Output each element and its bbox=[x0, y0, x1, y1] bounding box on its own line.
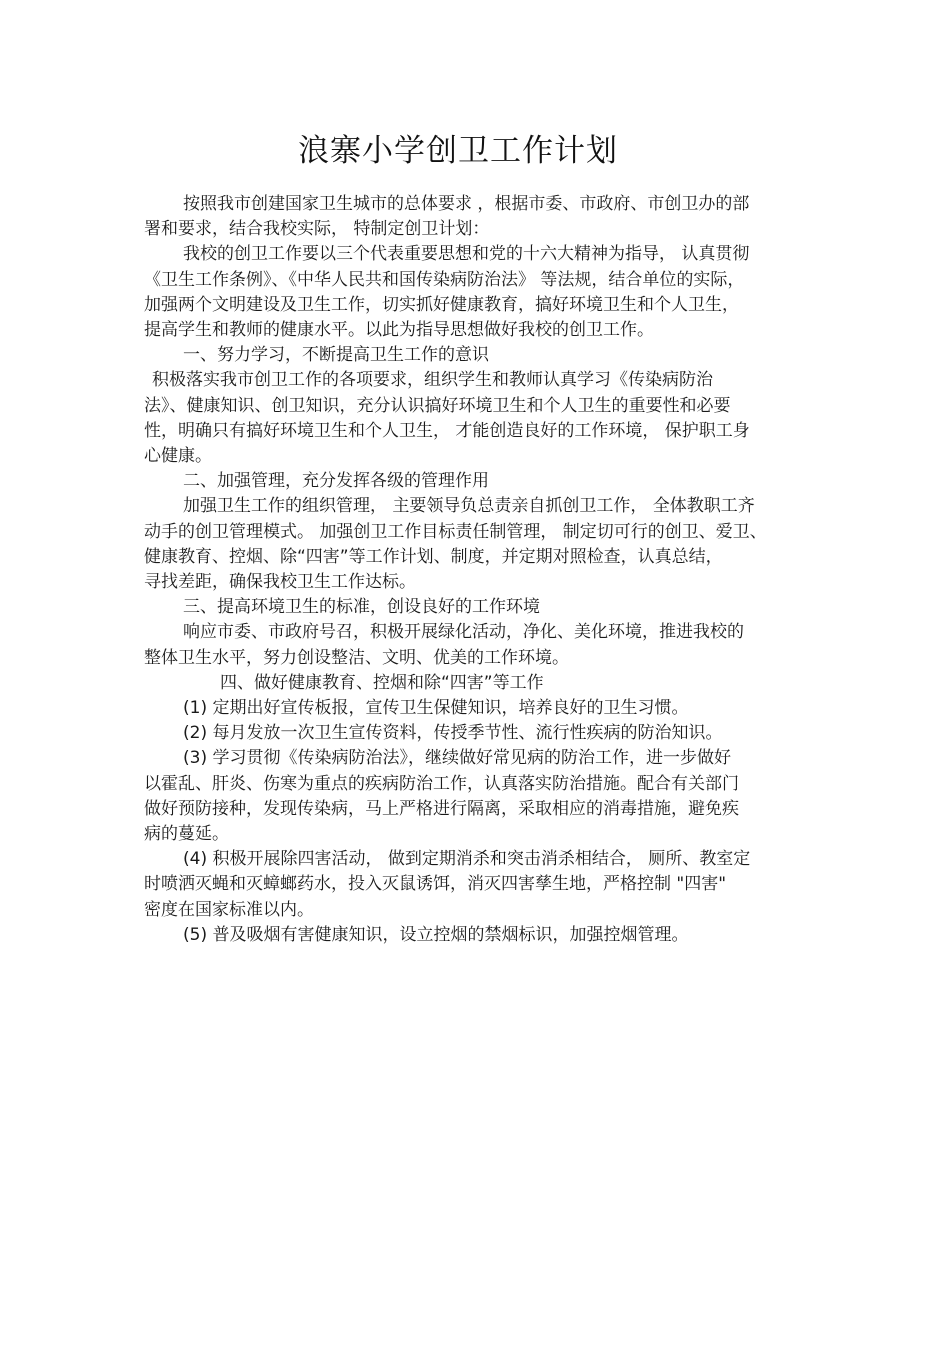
paragraph-line: 响应市委、市政府号召，积极开展绿化活动，净化、美化环境，推进我校的 bbox=[183, 622, 744, 642]
paragraph-line: (2) 每月发放一次卫生宣传资料，传授季节性、流行性疾病的防治知识。 bbox=[183, 723, 723, 743]
paragraph-line: 以霍乱、肝炎、伤寒为重点的疾病防治工作，认真落实防治措施。配合有关部门 bbox=[144, 774, 739, 794]
paragraph-line: 做好预防接种，发现传染病，马上严格进行隔离，采取相应的消毒措施，避免疾 bbox=[144, 799, 739, 819]
paragraph-line: 病的蔓延。 bbox=[144, 824, 229, 844]
paragraph-line: 二、加强管理，充分发挥各级的管理作用 bbox=[183, 471, 489, 491]
paragraph-line: 我校的创卫工作要以三个代表重要思想和党的十六大精神为指导， 认真贯彻 bbox=[183, 244, 750, 264]
paragraph-line: 一、努力学习，不断提高卫生工作的意识 bbox=[183, 345, 489, 365]
paragraph-line: 加强卫生工作的组织管理， 主要领导负总责亲自抓创卫工作， 全体教职工齐 bbox=[183, 496, 755, 516]
document-title: 浪寨小学创卫工作计划 bbox=[298, 133, 618, 169]
paragraph-line: 寻找差距，确保我校卫生工作达标。 bbox=[144, 572, 416, 592]
paragraph-line: 按照我市创建国家卫生城市的总体要求 ，根据市委、市政府、市创卫办的部 bbox=[183, 194, 750, 214]
paragraph-line: 密度在国家标准以内。 bbox=[144, 900, 314, 920]
paragraph-line: 加强两个文明建设及卫生工作，切实抓好健康教育，搞好环境卫生和个人卫生， bbox=[144, 295, 739, 315]
paragraph-line: (3) 学习贯彻《传染病防治法》，继续做好常见病的防治工作，进一步做好 bbox=[183, 748, 731, 768]
paragraph-line: (4) 积极开展除四害活动， 做到定期消杀和突击消杀相结合， 厕所、教室定 bbox=[183, 849, 751, 869]
paragraph-line: 时喷洒灭蝇和灭蟑螂药水，投入灭鼠诱饵，消灭四害孳生地，严格控制 "四害" bbox=[144, 874, 727, 894]
paragraph-line: 法》、健康知识、创卫知识，充分认识搞好环境卫生和个人卫生的重要性和必要 bbox=[144, 396, 731, 416]
paragraph-line: 署和要求，结合我校实际， 特制定创卫计划： bbox=[144, 219, 490, 239]
paragraph-line: 心健康。 bbox=[144, 446, 212, 466]
paragraph-line: 动手的创卫管理模式。 加强创卫工作目标责任制管理， 制定切可行的创卫、爱卫、 bbox=[144, 522, 767, 542]
paragraph-line: 三、提高环境卫生的标准，创设良好的工作环境 bbox=[183, 597, 540, 617]
paragraph-line: 性，明确只有搞好环境卫生和个人卫生， 才能创造良好的工作环境， 保护职工身 bbox=[144, 421, 750, 441]
paragraph-line: 整体卫生水平，努力创设整洁、文明、优美的工作环境。 bbox=[144, 648, 569, 668]
paragraph-line: (1) 定期出好宣传板报，宣传卫生保健知识，培养良好的卫生习惯。 bbox=[183, 698, 689, 718]
paragraph-line: (5) 普及吸烟有害健康知识，设立控烟的禁烟标识，加强控烟管理。 bbox=[183, 925, 689, 945]
paragraph-line: 提高学生和教师的健康水平。以此为指导思想做好我校的创卫工作。 bbox=[144, 320, 654, 340]
paragraph-line: 四、做好健康教育、控烟和除“四害”等工作 bbox=[220, 673, 544, 693]
paragraph-line: 积极落实我市创卫工作的各项要求，组织学生和教师认真学习《传染病防治 bbox=[152, 370, 713, 390]
paragraph-line: 健康教育、控烟、除“四害”等工作计划、制度，并定期对照检查，认真总结， bbox=[144, 547, 723, 567]
paragraph-line: 《卫生工作条例》、《中华人民共和国传染病防治法》 等法规，结合单位的实际， bbox=[144, 270, 745, 290]
